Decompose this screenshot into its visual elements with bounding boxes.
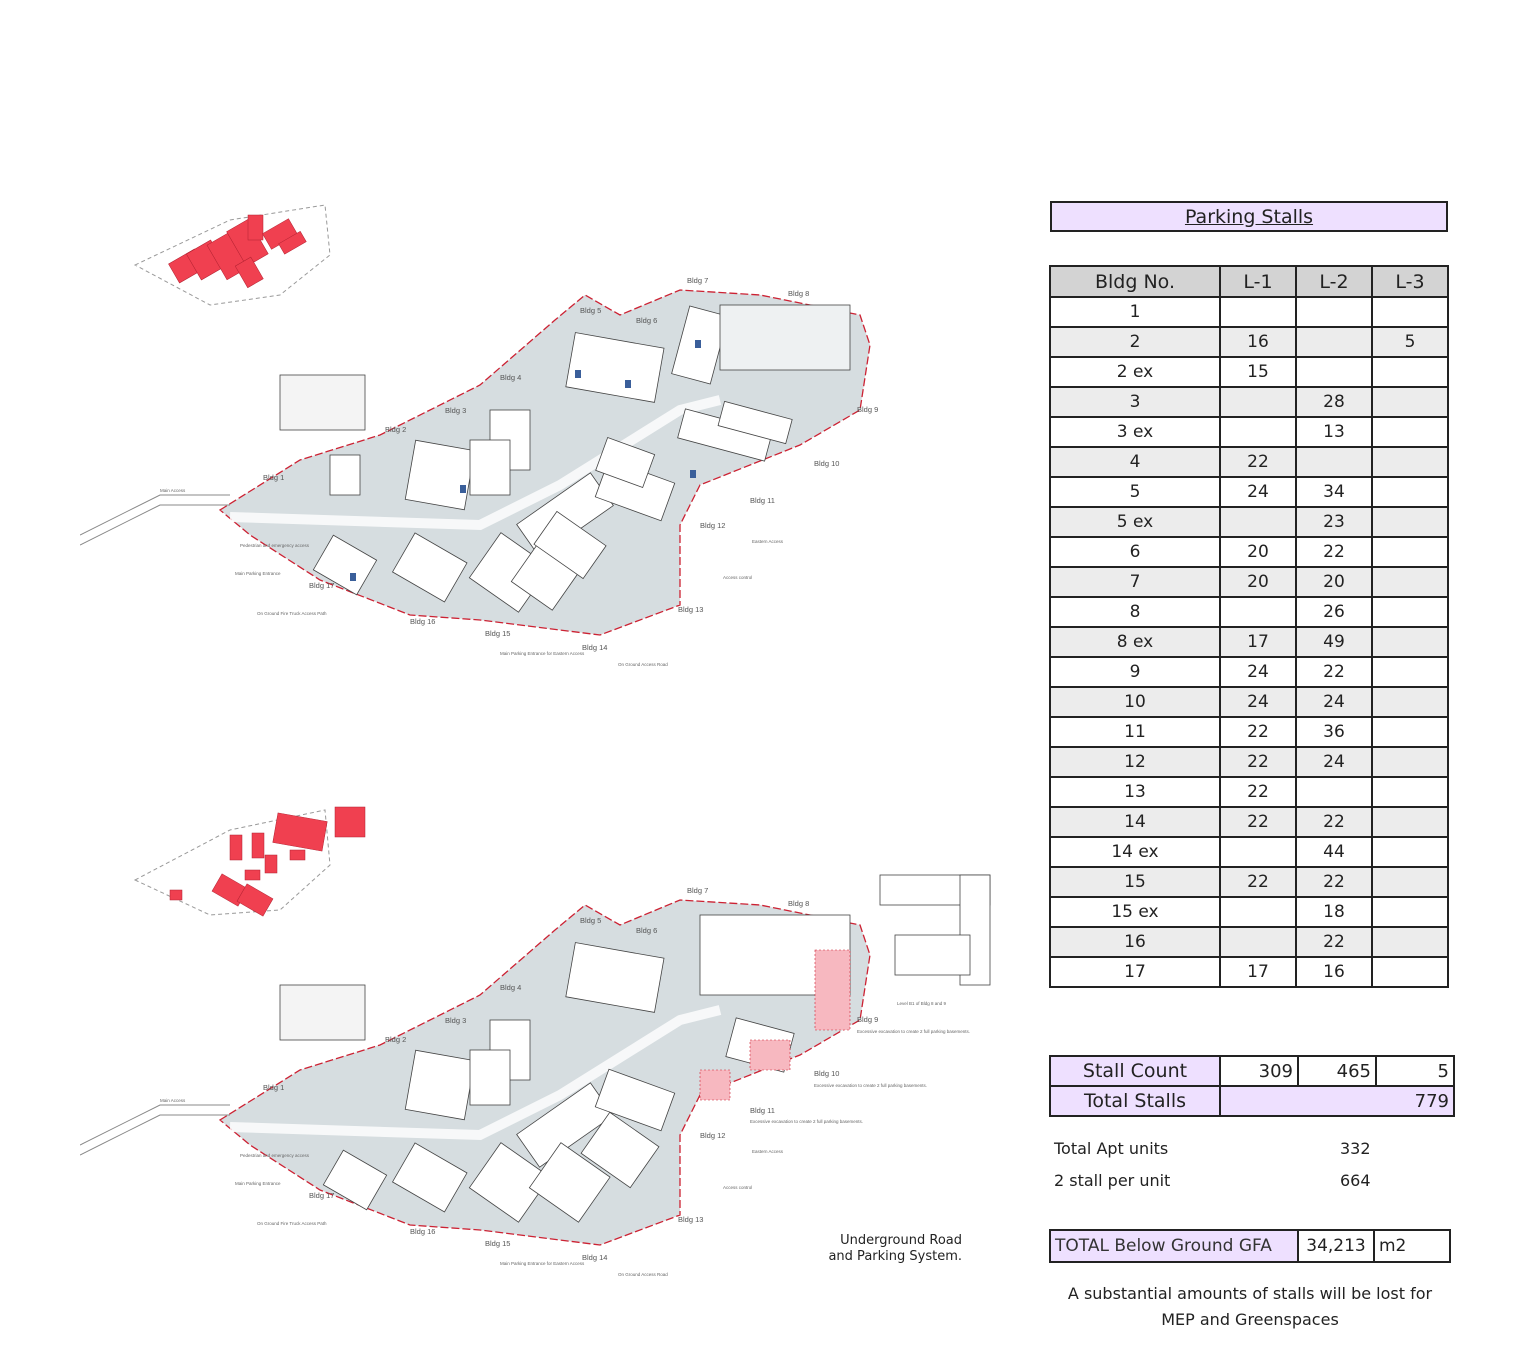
cell-l3 <box>1372 567 1448 597</box>
label-main-parking: Main Parking Entrance <box>235 571 281 576</box>
level-b1-inset <box>880 875 990 985</box>
table-row <box>1050 957 1448 987</box>
label-bldg7: Bldg 7 <box>687 886 709 895</box>
cell-l1: 20 <box>1220 537 1296 567</box>
cell-l2: 20 <box>1296 567 1372 597</box>
cell-l3 <box>1372 807 1448 837</box>
cell-l3 <box>1372 297 1448 327</box>
cell-l2: 44 <box>1296 837 1372 867</box>
label-bldg14: Bldg 14 <box>582 1253 608 1262</box>
header-l2: L-2 <box>1296 266 1372 297</box>
cell-l3 <box>1372 897 1448 927</box>
label-bldg8: Bldg 8 <box>788 289 810 298</box>
label-main-access: Main Access <box>160 488 186 493</box>
label-pedestrian: Pedestrian and emergency access <box>240 1153 310 1158</box>
cell-l3 <box>1372 537 1448 567</box>
label-excess-11: Excessive excavation to create 2 full parking basements. <box>750 1119 864 1124</box>
cell-bldg-no: 1 <box>1050 297 1220 327</box>
header-bldg-no: Bldg No. <box>1050 266 1220 297</box>
cell-l1 <box>1220 417 1296 447</box>
table-row <box>1050 477 1448 507</box>
gfa-label: TOTAL Below Ground GFA <box>1050 1230 1298 1262</box>
stall-per-unit-value: 664 <box>1340 1171 1371 1190</box>
total-apt-units-value: 332 <box>1340 1139 1371 1158</box>
cell-l3 <box>1372 477 1448 507</box>
cell-bldg-no: 4 <box>1050 447 1220 477</box>
label-bldg11: Bldg 11 <box>750 496 775 505</box>
label-access-control: Access control <box>723 1185 753 1190</box>
table-row <box>1050 597 1448 627</box>
cell-l3 <box>1372 717 1448 747</box>
cell-l2 <box>1296 447 1372 477</box>
cell-l1 <box>1220 927 1296 957</box>
cell-l2: 49 <box>1296 627 1372 657</box>
cell-l3 <box>1372 927 1448 957</box>
cell-l1: 17 <box>1220 957 1296 987</box>
stall-count-l1: 309 <box>1220 1056 1298 1086</box>
cell-bldg-no: 5 ex <box>1050 507 1220 537</box>
cell-l1: 22 <box>1220 777 1296 807</box>
cell-l2: 24 <box>1296 687 1372 717</box>
cell-bldg-no: 14 <box>1050 807 1220 837</box>
gfa-row <box>1050 1230 1450 1262</box>
cell-l1 <box>1220 297 1296 327</box>
table-row <box>1050 927 1448 957</box>
cell-l3 <box>1372 627 1448 657</box>
cell-bldg-no: 16 <box>1050 927 1220 957</box>
cell-bldg-no: 15 ex <box>1050 897 1220 927</box>
label-main-access: Main Access <box>160 1098 186 1103</box>
cell-bldg-no: 7 <box>1050 567 1220 597</box>
label-pedestrian: Pedestrian and emergency access <box>240 543 310 548</box>
stall-count-row <box>1050 1056 1454 1086</box>
label-excess-10: Excessive excavation to create 2 full parking basements. <box>814 1083 928 1088</box>
table-row <box>1050 387 1448 417</box>
label-bldg3: Bldg 3 <box>445 1016 467 1025</box>
cell-l1: 17 <box>1220 627 1296 657</box>
stall-count-l2: 465 <box>1298 1056 1376 1086</box>
label-main-parking-east: Main Parking Entrance for Eastern Access <box>500 1261 585 1266</box>
cell-bldg-no: 11 <box>1050 717 1220 747</box>
label-bldg10: Bldg 10 <box>814 459 840 468</box>
label-fire-truck: On Ground Fire Truck Access Path <box>257 1221 327 1226</box>
label-bldg16: Bldg 16 <box>410 1227 436 1236</box>
cell-l2: 23 <box>1296 507 1372 537</box>
parking-stalls-table <box>1049 265 1449 988</box>
cell-bldg-no: 3 <box>1050 387 1220 417</box>
table-row <box>1050 447 1448 477</box>
header-l3: L-3 <box>1372 266 1448 297</box>
cell-bldg-no: 12 <box>1050 747 1220 777</box>
label-bldg2: Bldg 2 <box>385 1035 407 1044</box>
gfa-table <box>1049 1229 1451 1263</box>
cell-l1: 22 <box>1220 867 1296 897</box>
cell-l1: 22 <box>1220 717 1296 747</box>
parking-stalls-title: Parking Stalls <box>1050 201 1448 232</box>
table-row <box>1050 297 1448 327</box>
plan-caption: Underground Road and Parking System. <box>828 1233 962 1264</box>
cell-l3 <box>1372 747 1448 777</box>
stall-count-l3: 5 <box>1376 1056 1454 1086</box>
label-bldg11: Bldg 11 <box>750 1106 775 1115</box>
cell-l2 <box>1296 357 1372 387</box>
total-stalls-value: 779 <box>1220 1086 1454 1116</box>
cell-l3 <box>1372 687 1448 717</box>
key-map-top <box>135 205 330 305</box>
label-bldg13: Bldg 13 <box>678 605 704 614</box>
table-row <box>1050 687 1448 717</box>
cell-l3 <box>1372 417 1448 447</box>
total-apt-units-label: Total Apt units <box>1054 1139 1169 1158</box>
cell-l3 <box>1372 867 1448 897</box>
label-bldg15: Bldg 15 <box>485 629 511 638</box>
cell-l1: 24 <box>1220 657 1296 687</box>
cell-l1 <box>1220 387 1296 417</box>
table-row <box>1050 897 1448 927</box>
site-plan-level-2 <box>80 805 1000 1285</box>
cell-l3 <box>1372 837 1448 867</box>
gfa-value: 34,213 <box>1298 1230 1374 1262</box>
cell-l2: 22 <box>1296 927 1372 957</box>
cell-bldg-no: 2 <box>1050 327 1220 357</box>
label-bldg1: Bldg 1 <box>263 1083 285 1092</box>
cell-bldg-no: 8 ex <box>1050 627 1220 657</box>
cell-l1 <box>1220 897 1296 927</box>
label-bldg9: Bldg 9 <box>857 405 879 414</box>
label-bldg1: Bldg 1 <box>263 473 285 482</box>
cell-bldg-no: 17 <box>1050 957 1220 987</box>
cell-l2: 22 <box>1296 657 1372 687</box>
stall-summary-table <box>1049 1055 1455 1117</box>
label-bldg4: Bldg 4 <box>500 983 522 992</box>
label-on-ground-road: On Ground Access Road <box>618 1272 668 1277</box>
cell-l2: 36 <box>1296 717 1372 747</box>
cell-l2: 22 <box>1296 537 1372 567</box>
cell-bldg-no: 3 ex <box>1050 417 1220 447</box>
cell-bldg-no: 5 <box>1050 477 1220 507</box>
label-bldg6: Bldg 6 <box>636 926 658 935</box>
cell-l2: 16 <box>1296 957 1372 987</box>
label-bldg12: Bldg 12 <box>700 521 726 530</box>
cell-bldg-no: 15 <box>1050 867 1220 897</box>
cell-l2: 34 <box>1296 477 1372 507</box>
cell-l3: 5 <box>1372 327 1448 357</box>
cell-l1: 22 <box>1220 807 1296 837</box>
cell-l1 <box>1220 597 1296 627</box>
label-access-control: Access control <box>723 575 753 580</box>
cell-l3 <box>1372 597 1448 627</box>
cell-l3 <box>1372 387 1448 417</box>
label-bldg16: Bldg 16 <box>410 617 436 626</box>
cell-bldg-no: 9 <box>1050 657 1220 687</box>
cell-l3 <box>1372 447 1448 477</box>
cell-l1 <box>1220 507 1296 537</box>
table-row <box>1050 627 1448 657</box>
stall-per-unit-label: 2 stall per unit <box>1054 1171 1171 1190</box>
cell-l3 <box>1372 357 1448 387</box>
table-row <box>1050 837 1448 867</box>
cell-l2: 13 <box>1296 417 1372 447</box>
label-on-ground-road: On Ground Access Road <box>618 662 668 667</box>
label-excess-9: Excessive excavation to create 2 full parking basements. <box>857 1029 971 1034</box>
label-bldg2: Bldg 2 <box>385 425 407 434</box>
label-bldg14: Bldg 14 <box>582 643 608 652</box>
cell-l2 <box>1296 297 1372 327</box>
table-row <box>1050 417 1448 447</box>
cell-l1: 24 <box>1220 477 1296 507</box>
cell-l1: 16 <box>1220 327 1296 357</box>
label-bldg12: Bldg 12 <box>700 1131 726 1140</box>
label-bldg3: Bldg 3 <box>445 406 467 415</box>
label-main-parking-east: Main Parking Entrance for Eastern Access <box>500 651 585 656</box>
table-row <box>1050 507 1448 537</box>
cell-l1: 22 <box>1220 447 1296 477</box>
label-bldg10: Bldg 10 <box>814 1069 840 1078</box>
stalls-loss-note: A substantial amounts of stalls will be lost for MEP and Greenspaces <box>1067 1284 1433 1329</box>
label-eastern-access: Eastern Access <box>752 539 784 544</box>
label-level-b1: Level B1 of Bldg 8 and 9 <box>897 1001 947 1006</box>
cell-l3 <box>1372 657 1448 687</box>
cell-bldg-no: 8 <box>1050 597 1220 627</box>
table-row <box>1050 357 1448 387</box>
table-row <box>1050 807 1448 837</box>
table-row <box>1050 327 1448 357</box>
label-bldg9: Bldg 9 <box>857 1015 879 1024</box>
label-bldg5: Bldg 5 <box>580 306 602 315</box>
label-bldg8: Bldg 8 <box>788 899 810 908</box>
table-row <box>1050 717 1448 747</box>
cell-bldg-no: 6 <box>1050 537 1220 567</box>
stall-count-label: Stall Count <box>1050 1056 1220 1086</box>
table-row <box>1050 537 1448 567</box>
cell-l2: 24 <box>1296 747 1372 777</box>
label-bldg17: Bldg 17 <box>309 581 335 590</box>
cell-l1: 24 <box>1220 687 1296 717</box>
label-bldg7: Bldg 7 <box>687 276 709 285</box>
gfa-unit: m2 <box>1374 1230 1450 1262</box>
table-row <box>1050 657 1448 687</box>
label-eastern-access: Eastern Access <box>752 1149 784 1154</box>
site-plan-level-1 <box>80 195 1000 675</box>
label-bldg5: Bldg 5 <box>580 916 602 925</box>
cell-l2: 22 <box>1296 807 1372 837</box>
cell-l2: 28 <box>1296 387 1372 417</box>
cell-l3 <box>1372 777 1448 807</box>
table-row <box>1050 567 1448 597</box>
cell-l2: 22 <box>1296 867 1372 897</box>
cell-bldg-no: 10 <box>1050 687 1220 717</box>
cell-l1 <box>1220 837 1296 867</box>
total-stalls-row <box>1050 1086 1454 1116</box>
table-row <box>1050 747 1448 777</box>
label-fire-truck: On Ground Fire Truck Access Path <box>257 611 327 616</box>
header-l1: L-1 <box>1220 266 1296 297</box>
cell-l2 <box>1296 777 1372 807</box>
key-map-bottom <box>135 807 365 916</box>
cell-bldg-no: 13 <box>1050 777 1220 807</box>
cell-l1: 22 <box>1220 747 1296 777</box>
label-bldg17: Bldg 17 <box>309 1191 335 1200</box>
table-row <box>1050 867 1448 897</box>
cell-l2: 18 <box>1296 897 1372 927</box>
label-bldg4: Bldg 4 <box>500 373 522 382</box>
total-stalls-label: Total Stalls <box>1050 1086 1220 1116</box>
cell-l3 <box>1372 507 1448 537</box>
label-bldg15: Bldg 15 <box>485 1239 511 1248</box>
cell-l2: 26 <box>1296 597 1372 627</box>
label-bldg6: Bldg 6 <box>636 316 658 325</box>
cell-bldg-no: 14 ex <box>1050 837 1220 867</box>
label-bldg13: Bldg 13 <box>678 1215 704 1224</box>
table-header-row <box>1050 266 1448 297</box>
cell-l1: 15 <box>1220 357 1296 387</box>
cell-bldg-no: 2 ex <box>1050 357 1220 387</box>
cell-l3 <box>1372 957 1448 987</box>
label-main-parking: Main Parking Entrance <box>235 1181 281 1186</box>
cell-l1: 20 <box>1220 567 1296 597</box>
table-row <box>1050 777 1448 807</box>
cell-l2 <box>1296 327 1372 357</box>
